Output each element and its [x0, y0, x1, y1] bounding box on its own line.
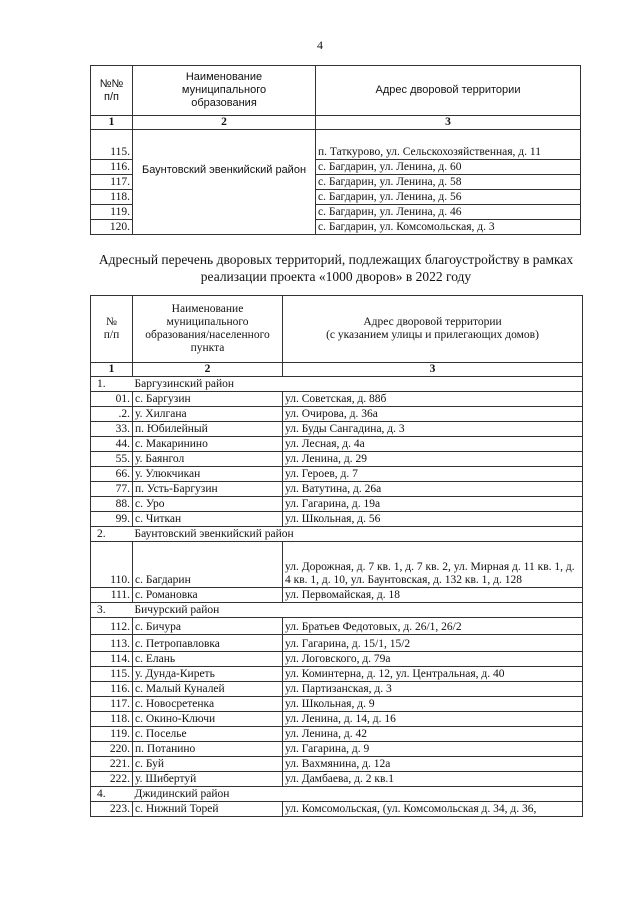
- address-cell: ул. Вахмянина, д. 12а: [283, 757, 583, 772]
- locality-cell: с. Елань: [133, 652, 283, 667]
- row-number: 112.: [91, 618, 133, 635]
- row-number: 119.: [91, 727, 133, 742]
- region-row: [91, 377, 583, 392]
- row-number: 88.: [91, 497, 133, 512]
- locality-cell: у. Хилгана: [133, 407, 283, 422]
- locality-cell: с. Петропавловка: [133, 635, 283, 652]
- row-number: 55.: [91, 452, 133, 467]
- row-number: 117.: [91, 175, 133, 190]
- table-row: [91, 130, 581, 160]
- table-row: [91, 542, 583, 588]
- index-cell: 3: [316, 116, 581, 130]
- table-row: [91, 742, 583, 757]
- table-row: [91, 682, 583, 697]
- address-cell: ул. Гагарина, д. 19а: [283, 497, 583, 512]
- region-number: 2.: [91, 527, 133, 542]
- municipality-cell: Баунтовский эвенкийский район: [133, 130, 316, 235]
- table-row: [91, 712, 583, 727]
- row-number: 220.: [91, 742, 133, 757]
- address-cell: ул. Школьная, д. 9: [283, 697, 583, 712]
- table-addresses-2022: [90, 295, 583, 817]
- address-cell: ул. Ватутина, д. 26а: [283, 482, 583, 497]
- table-row: [91, 482, 583, 497]
- header-municipality: Наименование муниципального образования/населенного пункта: [133, 296, 283, 363]
- header-number: № п/п: [91, 296, 133, 363]
- locality-cell: у. Шибертуй: [133, 772, 283, 787]
- table-row: [91, 652, 583, 667]
- row-number: 44.: [91, 437, 133, 452]
- index-cell: 1: [91, 363, 133, 377]
- table-row: [91, 757, 583, 772]
- row-number: 66.: [91, 467, 133, 482]
- locality-cell: с. Бичура: [133, 618, 283, 635]
- address-cell: ул. Гагарина, д. 15/1, 15/2: [283, 635, 583, 652]
- locality-cell: с. Читкан: [133, 512, 283, 527]
- row-number: 221.: [91, 757, 133, 772]
- locality-cell: у. Дунда-Киреть: [133, 667, 283, 682]
- header-municipality: Наименование муниципального образования: [133, 66, 316, 116]
- row-number: 116.: [91, 160, 133, 175]
- region-number: 1.: [91, 377, 133, 392]
- table-row: [91, 618, 583, 635]
- locality-cell: п. Усть-Баргузин: [133, 482, 283, 497]
- region-name: Баргузинский район: [133, 377, 583, 392]
- region-name: Джидинский район: [133, 787, 583, 802]
- row-number: 77.: [91, 482, 133, 497]
- locality-cell: с. Уро: [133, 497, 283, 512]
- row-number: 119.: [91, 205, 133, 220]
- table-row: [91, 802, 583, 817]
- row-number: 33.: [91, 422, 133, 437]
- locality-cell: с. Окино-Ключи: [133, 712, 283, 727]
- locality-cell: с. Романовка: [133, 588, 283, 603]
- row-number: 223.: [91, 802, 133, 817]
- row-number: 115.: [91, 667, 133, 682]
- table-row: [91, 407, 583, 422]
- table-row: [91, 635, 583, 652]
- address-cell: ул. Партизанская, д. 3: [283, 682, 583, 697]
- index-cell: 3: [283, 363, 583, 377]
- region-number: 4.: [91, 787, 133, 802]
- row-number: 222.: [91, 772, 133, 787]
- locality-cell: с. Нижний Торей: [133, 802, 283, 817]
- index-cell: 2: [133, 363, 283, 377]
- table-row: [91, 512, 583, 527]
- region-number: 3.: [91, 603, 133, 618]
- address-cell: ул. Первомайская, д. 18: [283, 588, 583, 603]
- address-cell: с. Багдарин, ул. Ленина, д. 60: [316, 160, 581, 175]
- table-row: [91, 452, 583, 467]
- address-cell: ул. Советская, д. 88б: [283, 392, 583, 407]
- address-cell: ул. Очирова, д. 36а: [283, 407, 583, 422]
- address-cell: ул. Ленина, д. 29: [283, 452, 583, 467]
- locality-cell: с. Новосретенка: [133, 697, 283, 712]
- header-address: Адрес дворовой территории: [316, 66, 581, 116]
- address-cell: с. Багдарин, ул. Ленина, д. 56: [316, 190, 581, 205]
- row-number: 120.: [91, 220, 133, 235]
- address-cell: ул. Комсомольская, (ул. Комсомольская д. 34, д. 36,: [283, 802, 583, 817]
- locality-cell: у. Улюкчикан: [133, 467, 283, 482]
- row-number: 115.: [91, 130, 133, 160]
- row-number: 99.: [91, 512, 133, 527]
- index-cell: 1: [91, 116, 133, 130]
- table-row: [91, 392, 583, 407]
- table-row: [91, 497, 583, 512]
- index-cell: 2: [133, 116, 316, 130]
- address-cell: ул. Школьная, д. 56: [283, 512, 583, 527]
- locality-cell: у. Баянгол: [133, 452, 283, 467]
- row-number: 118.: [91, 190, 133, 205]
- row-number: 111.: [91, 588, 133, 603]
- locality-cell: с. Поселье: [133, 727, 283, 742]
- locality-cell: с. Макаринино: [133, 437, 283, 452]
- locality-cell: п. Потанино: [133, 742, 283, 757]
- row-number: .2.: [91, 407, 133, 422]
- address-cell: ул. Лесная, д. 4а: [283, 437, 583, 452]
- region-name: Баунтовский эвенкийский район: [133, 527, 583, 542]
- section-title: Адресный перечень дворовых территорий, подлежащих благоустройству в рамках реализации проекта «1000 дворов» в 2022 году: [98, 252, 574, 284]
- address-cell: ул. Ленина, д. 42: [283, 727, 583, 742]
- address-cell: с. Багдарин, ул. Ленина, д. 58: [316, 175, 581, 190]
- address-cell: ул. Буды Сангадина, д. 3: [283, 422, 583, 437]
- table-row: [91, 422, 583, 437]
- table-row: [91, 437, 583, 452]
- address-cell: п. Таткурово, ул. Сельскохозяйственная, д. 11: [316, 130, 581, 160]
- row-number: 110.: [91, 542, 133, 588]
- address-cell: с. Багдарин, ул. Ленина, д. 46: [316, 205, 581, 220]
- table-addresses-continued: [90, 65, 581, 235]
- row-number: 118.: [91, 712, 133, 727]
- table-row: [91, 772, 583, 787]
- region-name: Бичурский район: [133, 603, 583, 618]
- locality-cell: с. Багдарин: [133, 542, 283, 588]
- table-row: [91, 667, 583, 682]
- header-number: №№ п/п: [91, 66, 133, 116]
- address-cell: ул. Дамбаева, д. 2 кв.1: [283, 772, 583, 787]
- header-address: Адрес дворовой территории (с указанием улицы и прилегающих домов): [283, 296, 583, 363]
- table-row: [91, 697, 583, 712]
- row-number: 117.: [91, 697, 133, 712]
- locality-cell: п. Юбилейный: [133, 422, 283, 437]
- region-row: [91, 527, 583, 542]
- row-number: 113.: [91, 635, 133, 652]
- address-cell: ул. Героев, д. 7: [283, 467, 583, 482]
- locality-cell: с. Баргузин: [133, 392, 283, 407]
- locality-cell: с. Буй: [133, 757, 283, 772]
- address-cell: с. Багдарин, ул. Комсомольская, д. 3: [316, 220, 581, 235]
- address-cell: ул. Дорожная, д. 7 кв. 1, д. 7 кв. 2, ул. Мирная д. 11 кв. 1, д. 4 кв. 1, д. 10, ул. Баунтовская, д. 132 кв. 1, д. 128: [283, 542, 583, 588]
- address-cell: ул. Ленина, д. 14, д. 16: [283, 712, 583, 727]
- region-row: [91, 787, 583, 802]
- row-number: 01.: [91, 392, 133, 407]
- page-number: 4: [317, 38, 323, 52]
- address-cell: ул. Гагарина, д. 9: [283, 742, 583, 757]
- table-row: [91, 727, 583, 742]
- table-row: [91, 467, 583, 482]
- table-row: [91, 588, 583, 603]
- address-cell: ул. Коминтерна, д. 12, ул. Центральная, д. 40: [283, 667, 583, 682]
- row-number: 114.: [91, 652, 133, 667]
- address-cell: ул. Братьев Федотовых, д. 26/1, 26/2: [283, 618, 583, 635]
- row-number: 116.: [91, 682, 133, 697]
- region-row: [91, 603, 583, 618]
- locality-cell: с. Малый Куналей: [133, 682, 283, 697]
- address-cell: ул. Логовского, д. 79а: [283, 652, 583, 667]
